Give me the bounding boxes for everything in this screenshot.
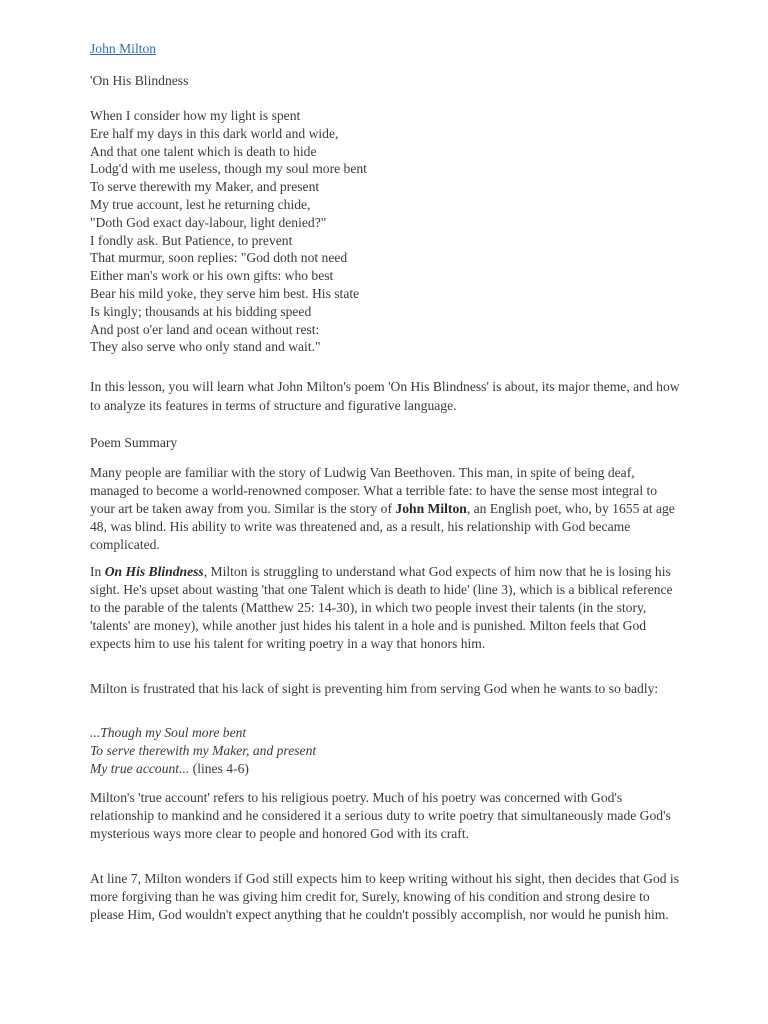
poem-line: Either man's work or his own gifts: who best <box>90 268 334 284</box>
poem-line: "Doth God exact day-labour, light denied?" <box>90 214 327 230</box>
block-quote <box>90 724 316 778</box>
poem-line: When I consider how my light is spent <box>90 108 301 123</box>
paragraph-talents <box>90 563 680 653</box>
intro-paragraph: In this lesson, you will learn what John Milton's poem 'On His Blindness' is about, its major theme, and how to analyze its features in terms of structure and figurative language. <box>90 379 680 413</box>
quote-line: My true account... <box>90 761 190 776</box>
quote-line: To serve therewith my Maker, and present <box>90 743 317 758</box>
poem-line: That murmur, soon replies: "God doth not need <box>90 250 348 266</box>
bold-italic-title: On His Blindness <box>104 564 204 579</box>
quote-line: ...Though my Soul more bent <box>90 725 247 740</box>
poem-line: To serve therewith my Maker, and present <box>90 179 320 195</box>
paragraph-beethoven <box>90 464 680 554</box>
paragraph-line-seven: At line 7, Milton wonders if God still expects him to keep writing without his sight, then decides that God is more forgiving than he was giving him credit for, Surely, knowing of his condition and strong desire to please Him, God wouldn't expect anything that he couldn't possibly accomplish, nor would he punish him. <box>90 871 679 922</box>
paragraph-text: , Milton is struggling to understand what God expects of him now that he is losing his sight. He's upset about wasting 'that one Talent which is death to hide' (line 3), which is a biblical reference to the parable of the talents (Matthew 25: 14-30), in which two people invest their talents (in the story, 'talents' are money), while another just hides his talent in a hole and is punished. Milton feels that God expects him to use his talent for writing poetry in a way that honors him. <box>90 564 673 651</box>
poem-line: My true account, lest he returning chide, <box>90 196 311 212</box>
poem-line: I fondly ask. But Patience, to prevent <box>90 232 293 248</box>
poem-title: 'On His Blindness <box>90 73 189 88</box>
paragraph-text: , an English poet, who, by 1655 at age 48, was blind. His ability to write was threatened and, as a result, his relationship with God became complicated. <box>90 501 675 552</box>
poem-line: And that one talent which is death to hide <box>90 143 317 159</box>
paragraph-true-account: Milton's 'true account' refers to his religious poetry. Much of his poetry was concerned with God's relationship to mankind and he considered it a serious duty to write poetry that simultaneously made God's mysterious ways more clear to people and honored God with its craft. <box>90 790 671 841</box>
poem-line: Bear his mild yoke, they serve him best. His state <box>90 285 360 301</box>
paragraph-text: Many people are familiar with the story of Ludwig Van Beethoven. This man, in spite of being deaf, managed to become a world-renowned composer. What a terrible fate: to have the sense most integral to your art be taken away from you. Similar is the story of <box>90 465 658 516</box>
poem-line: Is kingly; thousands at his bidding speed <box>90 303 312 319</box>
poem-line: They also serve who only stand and wait." <box>90 339 321 355</box>
poem-text <box>90 107 367 356</box>
paragraph-frustrated: Milton is frustrated that his lack of sight is preventing him from serving God when he wants to so badly: <box>90 681 659 696</box>
paragraph-text: In <box>90 564 105 579</box>
bold-name: John Milton <box>395 501 467 516</box>
section-heading: Poem Summary <box>90 435 178 450</box>
poem-line: And post o'er land and ocean without rest: <box>90 321 320 337</box>
author-link[interactable]: John Milton <box>90 41 157 56</box>
quote-reference: (lines 4-6) <box>189 761 249 776</box>
poem-line: Lodg'd with me useless, though my soul more bent <box>90 161 367 177</box>
poem-line: Ere half my days in this dark world and wide, <box>90 125 339 141</box>
